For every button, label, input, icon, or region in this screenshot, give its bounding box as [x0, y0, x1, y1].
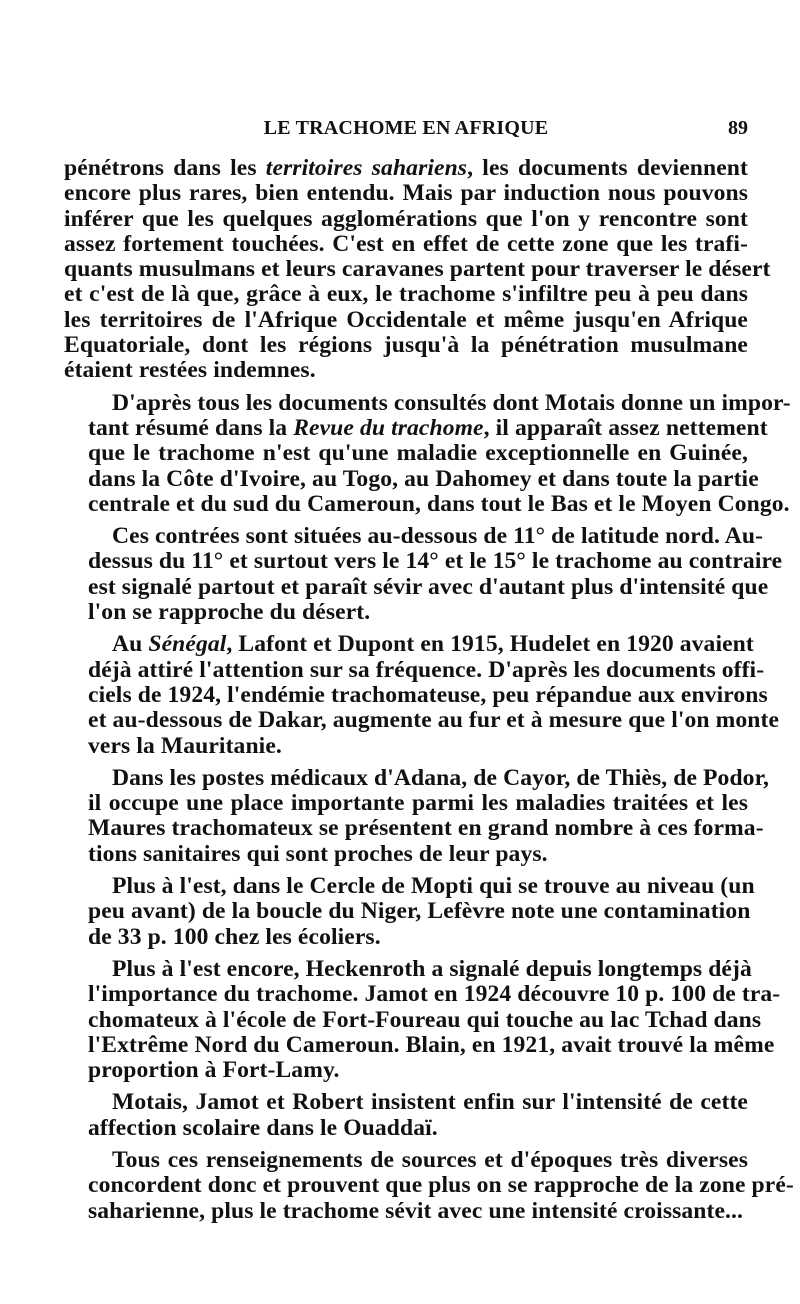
text-run: l'Extrême Nord du Cameroun. Blain, en 1921, avait trouvé la même [88, 1031, 775, 1058]
paragraph [64, 955, 781, 1084]
text-line [64, 1199, 748, 1224]
text-line [64, 791, 748, 816]
text-line [64, 523, 764, 550]
text-line [64, 465, 759, 492]
text-run: Maures trachomateux se présentent en grand nombre à ces forma- [88, 815, 764, 842]
text-run: saharienne, plus le trachome sévit avec une intensité croissante... [88, 1197, 744, 1224]
text-run: assez fortement touchées. C'est en effet de cette zone que les trafi- [64, 230, 748, 257]
text-line [64, 282, 748, 307]
text-run: étaient restées indemnes. [64, 357, 316, 384]
text-line [64, 333, 748, 358]
text-run: Dans les postes médicaux d'Adana, de Cayor, de Thiès, de Podor, [112, 764, 769, 791]
text-line [64, 232, 748, 257]
text-line [64, 1172, 794, 1199]
text-line [64, 815, 764, 842]
text-run: centrale et du sud du Cameroun, dans tout le Bas et le Moyen Congo. [88, 490, 790, 517]
text-line [64, 631, 754, 658]
text-line [64, 981, 781, 1008]
text-run: , Lafont et Dupont en 1915, Hudelet en 1920 avaient [226, 631, 754, 658]
text-run: dessus du 11° et surtout vers le 14° et le 15° le trachome au contraire [88, 548, 783, 575]
text-run: les territoires de l'Afrique Occidentale et même jusqu'en Afrique [64, 306, 748, 333]
text-line [64, 308, 748, 333]
text-line [64, 156, 748, 181]
text-run: Equatoriale, dont les régions jusqu'à la pénétration musulmane [64, 332, 748, 359]
text-run: pénétrons dans les [64, 155, 266, 181]
page-number: 89 [728, 117, 748, 139]
text-run: , il apparaît assez nettement [483, 414, 768, 441]
text-run: l'importance du trachome. Jamot en 1924 découvre 10 p. 100 de tra- [88, 981, 781, 1008]
paragraph [64, 873, 755, 950]
text-line [64, 181, 748, 206]
text-run: tions sanitaires qui sont proches de leur pays. [88, 840, 548, 867]
text-line [64, 681, 768, 708]
paragraph [64, 155, 771, 384]
text-run: peu avant) de la boucle du Niger, Lefèvre note une contamination [88, 898, 751, 925]
text-run: dans la Côte d'Ivoire, au Togo, au Dahomey et dans toute la partie [88, 465, 759, 492]
text-line [64, 1031, 775, 1058]
paragraph [64, 523, 783, 626]
text-run: proportion à Fort-Lamy. [88, 1057, 340, 1084]
text-run: vers la Mauritanie. [88, 732, 282, 759]
text-run: encore plus rares, bien entendu. Mais par induction nous pouvons [64, 180, 748, 207]
text-run: Plus à l'est encore, Heckenroth a signalé depuis longtemps déjà [112, 955, 752, 982]
text-run: tant résumé dans la [88, 414, 294, 441]
running-header [64, 114, 748, 142]
text-line [64, 764, 769, 791]
text-line [64, 898, 751, 925]
text-run: Motais, Jamot et Robert insistent enfin sur l'intensité de cette [112, 1089, 748, 1116]
text-run: chomateux à l'école de Fort-Foureau qui touche au lac Tchad dans [88, 1006, 762, 1033]
text-line [64, 842, 748, 867]
italic-text: Sénégal [148, 631, 227, 658]
paragraph [64, 631, 780, 759]
text-run: quants musulmans et leurs caravanes partent pour traverser le désert [64, 256, 771, 283]
text-run: et au-dessous de Dakar, augmente au fur et à mesure que l'on monte [88, 707, 780, 734]
text-line [64, 441, 748, 466]
paragraph [64, 1090, 748, 1141]
paragraph [64, 389, 791, 517]
text-run: inférer que les quelques agglomérations que l'on y rencontre sont [64, 205, 748, 232]
text-line [64, 207, 748, 232]
italic-text: territoires sahariens [265, 155, 468, 181]
text-line [64, 1058, 748, 1083]
text-run: Tous ces renseignements de sources et d'époques très diverses [112, 1146, 748, 1173]
text-run: concordent donc et prouvent que plus on se rapproche de la zone pré- [88, 1172, 794, 1199]
body-text [64, 155, 794, 1231]
text-line [64, 389, 791, 416]
text-run: D'après tous les documents consultés dont Motais donne un impor- [112, 389, 791, 416]
text-line [64, 734, 748, 759]
text-line [64, 925, 748, 950]
text-line [64, 955, 752, 982]
text-line [64, 873, 755, 900]
text-line [64, 573, 769, 600]
text-run: que le trachome n'est qu'une maladie exceptionnelle en Guinée, [88, 440, 748, 467]
text-run: déjà attiré l'attention sur sa fréquence. D'après les documents offi- [88, 656, 765, 683]
text-line [64, 1116, 748, 1141]
paragraph [64, 764, 769, 867]
paragraph [64, 1146, 794, 1224]
text-line [64, 1148, 748, 1173]
text-run: de 33 p. 100 chez les écoliers. [88, 923, 381, 950]
text-run: et c'est de là que, grâce à eux, le trachome s'infiltre peu à peu dans [64, 281, 748, 308]
text-line [64, 256, 771, 283]
text-run: , les documents deviennent [467, 155, 748, 181]
text-run: Ces contrées sont situées au-dessous de 11° de latitude nord. Au- [112, 523, 764, 550]
text-line [64, 548, 783, 575]
text-line [64, 358, 748, 383]
text-run: l'on se rapproche du désert. [88, 599, 371, 626]
text-run: est signalé partout et paraît sévir avec d'autant plus d'intensité que [88, 573, 769, 600]
text-line [64, 1090, 748, 1115]
italic-text: Revue du trachome [293, 414, 484, 441]
text-line [64, 656, 765, 683]
text-run: Plus à l'est, dans le Cercle de Mopti qui se trouve au niveau (un [112, 873, 755, 900]
text-run: affection scolaire dans le Ouaddaï. [88, 1114, 438, 1141]
text-line [64, 1006, 762, 1033]
text-run: Au [112, 631, 149, 658]
text-line [64, 490, 790, 517]
text-run: il occupe une place importante parmi les maladies traitées et les [88, 790, 748, 817]
running-title: LE TRACHOME EN AFRIQUE [263, 117, 549, 139]
text-line [64, 600, 748, 625]
text-line [64, 707, 780, 734]
text-run: ciels de 1924, l'endémie trachomateuse, peu répandue aux environs [88, 681, 768, 708]
text-line [64, 414, 768, 441]
